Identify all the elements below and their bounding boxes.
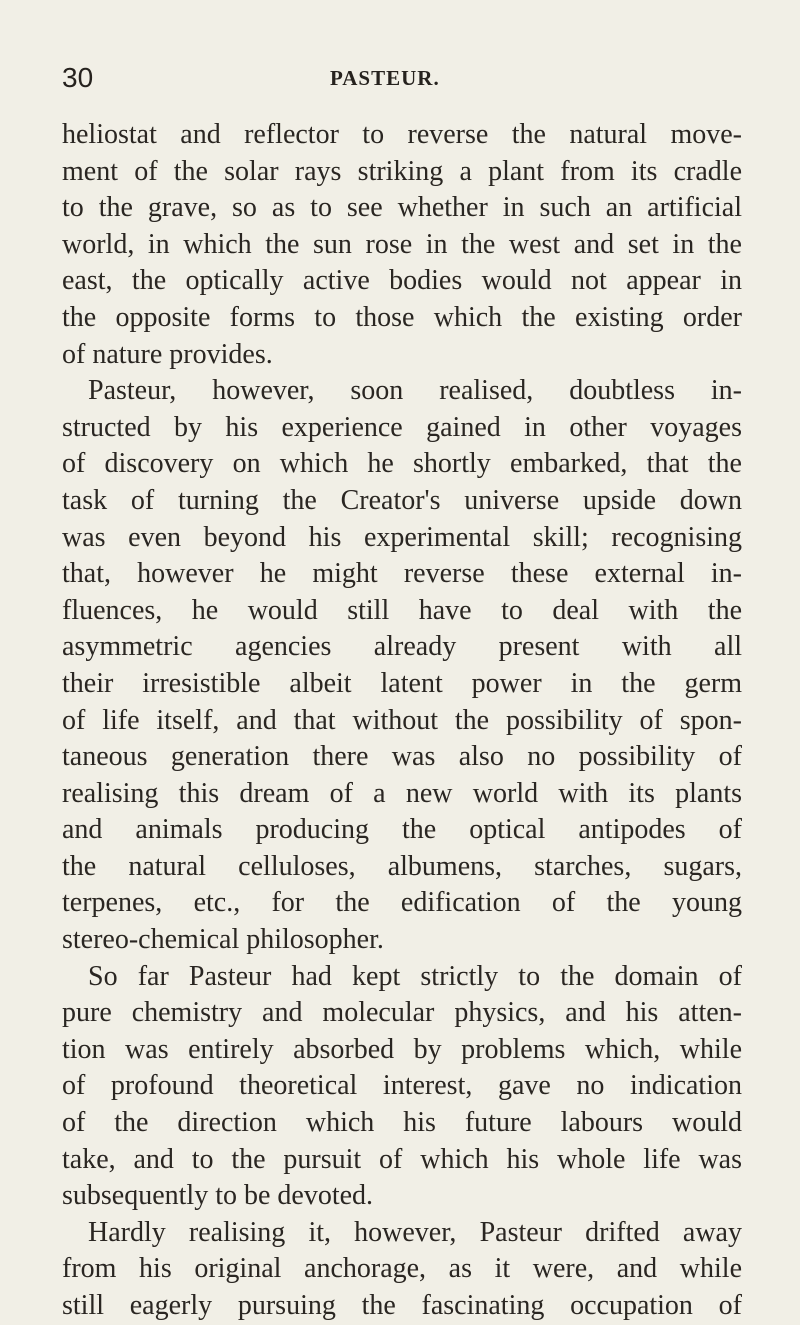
page-header [0,62,800,102]
text-line: of nature provides. [62,338,273,370]
text-line: of life itself, and that without the possibility of spon- [62,704,742,736]
text-line: of discovery on which he shortly embarked, that the [62,448,742,480]
text-line: Pasteur, however, soon realised, doubtless in- [88,375,742,407]
text-line: task of turning the Creator's universe upside down [62,484,742,516]
body-text [62,117,742,1325]
text-line: terpenes, etc., for the edification of the young [62,887,742,919]
text-line: the opposite forms to those which the existing order [62,301,742,333]
text-line: pure chemistry and molecular physics, and his atten- [62,997,742,1029]
text-line: take, and to the pursuit of which his whole life was [62,1143,742,1175]
text-line: and animals producing the optical antipodes of [62,814,742,846]
page-number: 30 [62,62,94,93]
text-line: fluences, he would still have to deal with the [62,594,742,626]
text-line: subsequently to be devoted. [62,1180,374,1212]
running-head: PASTEUR. [330,66,440,90]
text-line: the natural celluloses, albumens, starches, sugars, [62,850,742,882]
text-line: taneous generation there was also no possibility of [62,741,742,773]
text-line: to the grave, so as to see whether in such an artificial [62,192,742,224]
text-line: their irresistible albeit latent power in the germ [62,667,742,699]
text-line: tion was entirely absorbed by problems which, while [62,1033,742,1065]
text-line: heliostat and reflector to reverse the natural move- [62,119,742,150]
text-line: stereo-chemical philosopher. [62,924,384,956]
text-line: that, however he might reverse these external in- [62,558,742,590]
text-line: structed by his experience gained in other voyages [62,411,742,443]
text-line: of profound theoretical interest, gave no indication [62,1070,742,1102]
text-line: still eagerly pursuing the fascinating occupation of [62,1290,742,1321]
text-line: of the direction which his future labours would [62,1107,742,1139]
text-line: ment of the solar rays striking a plant from its cradle [62,155,742,187]
text-line: Hardly realising it, however, Pasteur drifted away [88,1216,742,1248]
text-line: from his original anchorage, as it were, and while [62,1253,742,1285]
text-line: asymmetric agencies already present with all [62,631,742,663]
text-line: world, in which the sun rose in the west and set in the [62,228,742,260]
text-line: So far Pasteur had kept strictly to the domain of [88,960,742,992]
text-line: east, the optically active bodies would not appear in [62,265,742,297]
text-line: realising this dream of a new world with its plants [62,777,742,809]
text-line: was even beyond his experimental skill; recognising [62,521,742,553]
